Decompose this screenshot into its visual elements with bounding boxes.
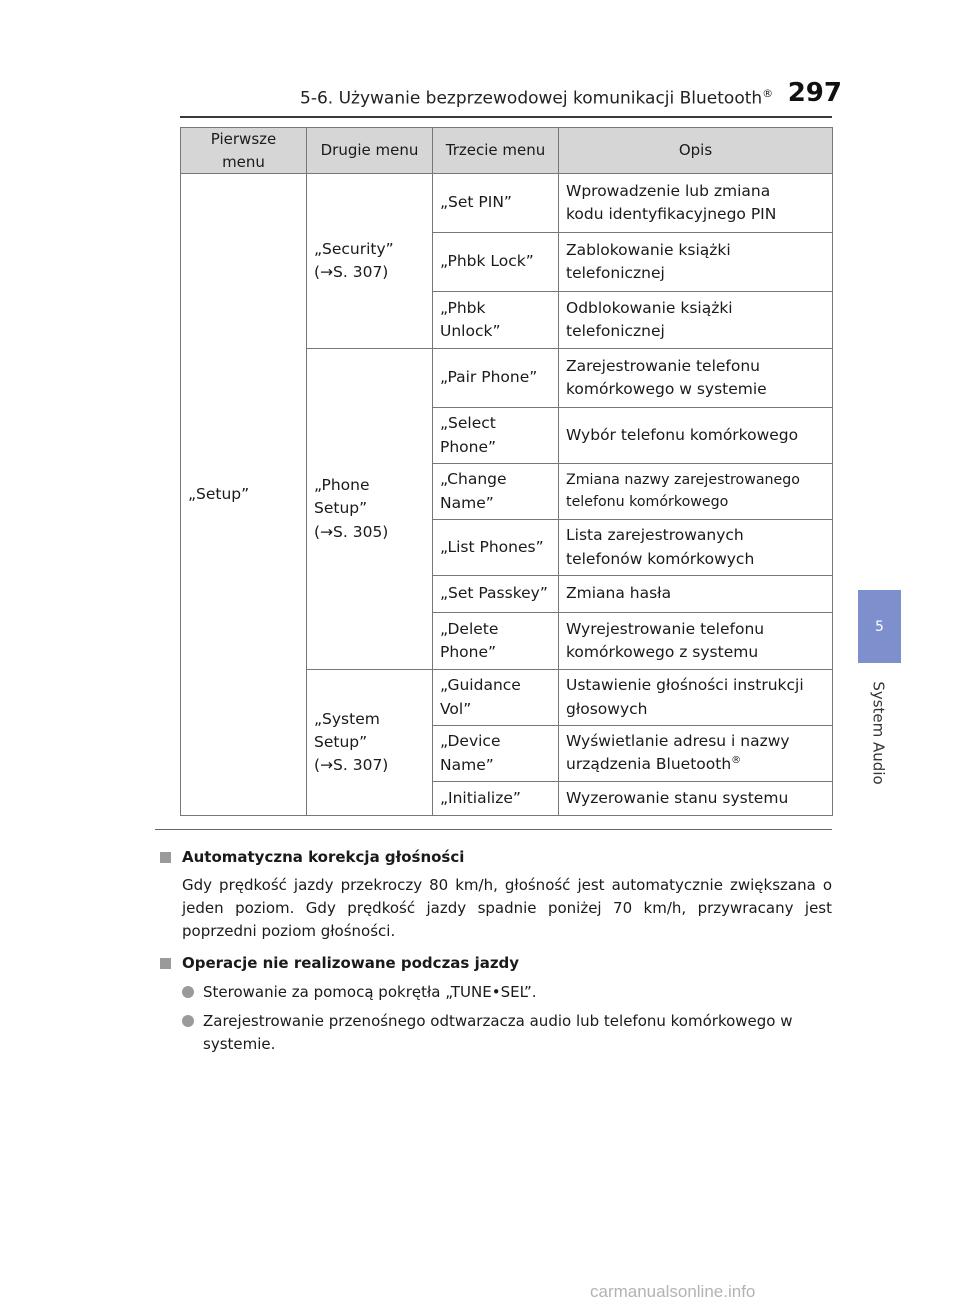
- section-divider: [155, 829, 832, 830]
- cell-line: „Device: [440, 732, 501, 751]
- third-menu-cell: [433, 233, 559, 292]
- section-title: [300, 87, 774, 109]
- third-menu-cell: [433, 782, 559, 816]
- cell-line: urządzenia Bluetooth: [566, 755, 732, 774]
- table-header-row: [181, 128, 833, 174]
- list-item-text: Zarejestrowanie przenośnego odtwarzacza audio lub telefonu komórkowego w systemie.: [203, 1012, 793, 1053]
- cell-line: telefonicznej: [566, 264, 665, 282]
- third-menu-cell: [433, 613, 559, 670]
- notes-section: [160, 846, 832, 1056]
- description-cell: [559, 349, 833, 408]
- cell-line: „Guidance: [440, 676, 521, 695]
- description-cell: [559, 726, 833, 782]
- cell-line: Wybór telefonu komórkowego: [566, 425, 799, 444]
- second-menu-cell: [307, 349, 433, 670]
- col-header-third-menu: Trzecie menu: [433, 128, 559, 174]
- cell-line: telefonu komórkowego: [566, 493, 729, 510]
- cell-line: Wprowadzenie lub zmiana: [566, 181, 771, 200]
- col-header-second-menu: Drugie menu: [307, 128, 433, 174]
- third-menu-cell: [433, 408, 559, 464]
- cell-line: (→S. 307): [314, 263, 389, 281]
- header-rule: [180, 116, 832, 118]
- cell-line: telefonicznej: [566, 322, 665, 340]
- description-cell: [559, 408, 833, 464]
- note-heading: [160, 846, 832, 869]
- cell-line: Name”: [440, 493, 494, 512]
- round-bullet-icon: [182, 986, 194, 998]
- cell-line: „Set Passkey”: [440, 584, 548, 603]
- cell-line: komórkowego w systemie: [566, 380, 767, 398]
- cell-line: Odblokowanie książki: [566, 298, 733, 317]
- second-menu-cell: [307, 670, 433, 816]
- cell-line: Wyrejestrowanie telefonu: [566, 619, 765, 638]
- list-item-text: Sterowanie za pomocą pokrętła „TUNE•SEL”.: [203, 983, 537, 1001]
- square-bullet-icon: [160, 852, 171, 863]
- chapter-tab: 5: [858, 590, 901, 663]
- cell-line: Setup”: [314, 732, 368, 751]
- description-cell: [559, 613, 833, 670]
- cell-line: „Delete: [440, 619, 499, 638]
- menu-table-body: [181, 174, 833, 816]
- cell-line: Zarejestrowanie telefonu: [566, 356, 761, 375]
- cell-line: komórkowego z systemu: [566, 643, 759, 661]
- third-menu-cell: [433, 576, 559, 613]
- cell-line: Zablokowanie książki: [566, 240, 731, 259]
- list-item: [182, 981, 832, 1004]
- second-menu-cell: [307, 174, 433, 349]
- note-paragraph: Gdy prędkość jazdy przekroczy 80 km/h, głośność jest automatycznie zwiększana o jeden poziom. Gdy prędkość jazdy spadnie poniżej 70 km/h, przywracany jest poprzedni poziom głośności.: [182, 876, 832, 940]
- square-bullet-icon: [160, 958, 171, 969]
- description-cell: [559, 233, 833, 292]
- round-bullet-icon: [182, 1015, 194, 1027]
- cell-line: (→S. 305): [314, 522, 389, 541]
- chapter-label: [868, 678, 890, 788]
- note-heading-text: Operacje nie realizowane podczas jazdy: [182, 954, 520, 972]
- description-cell: [559, 292, 833, 349]
- cell-line: Phone”: [440, 437, 497, 456]
- cell-line: głosowych: [566, 699, 648, 718]
- third-menu-cell: [433, 670, 559, 726]
- cell-line: Wyzerowanie stanu systemu: [566, 788, 789, 807]
- cell-line: „Phbk: [440, 298, 486, 317]
- cell-line: „List Phones”: [440, 537, 544, 556]
- cell-line: Ustawienie głośności instrukcji: [566, 676, 804, 695]
- cell-line: „Pair Phone”: [440, 368, 538, 387]
- col-header-first-menu: Pierwsze menu: [181, 128, 307, 174]
- cell-line: „Initialize”: [440, 788, 521, 807]
- registered-mark: ®: [731, 755, 742, 767]
- description-cell: [559, 576, 833, 613]
- cell-line: „Change: [440, 470, 507, 489]
- third-menu-cell: [433, 726, 559, 782]
- third-menu-cell: [433, 464, 559, 520]
- cell-line: Unlock”: [440, 322, 501, 340]
- description-cell: [559, 520, 833, 576]
- col-header-description: Opis: [559, 128, 833, 174]
- cell-line: „Set PIN”: [440, 193, 512, 212]
- third-menu-cell: [433, 174, 559, 233]
- cell-line: „System: [314, 709, 380, 728]
- cell-line: telefonów komórkowych: [566, 549, 755, 568]
- description-cell: [559, 174, 833, 233]
- cell-line: „Phbk Lock”: [440, 252, 534, 271]
- section-title-text: 5-6. Używanie bezprzewodowej komunikacji Bluetooth: [300, 88, 763, 109]
- cell-line: Name”: [440, 755, 494, 774]
- description-cell: [559, 670, 833, 726]
- cell-line: Phone”: [440, 643, 497, 661]
- cell-line: „Select: [440, 414, 496, 433]
- first-menu-cell: „Setup”: [181, 174, 307, 816]
- description-cell: [559, 464, 833, 520]
- list-item: [182, 1010, 832, 1056]
- cell-line: Wyświetlanie adresu i nazwy: [566, 732, 790, 751]
- table-row: [181, 174, 833, 233]
- cell-line: Zmiana nazwy zarejestrowanego: [566, 472, 800, 489]
- third-menu-cell: [433, 292, 559, 349]
- cell-line: „Security”: [314, 239, 394, 258]
- cell-line: Setup”: [314, 499, 368, 518]
- cell-line: Vol”: [440, 699, 472, 718]
- registered-mark: ®: [762, 87, 774, 100]
- note-heading: [160, 952, 832, 975]
- third-menu-cell: [433, 349, 559, 408]
- cell-line: (→S. 307): [314, 756, 389, 775]
- cell-line: Zmiana hasła: [566, 584, 672, 603]
- third-menu-cell: [433, 520, 559, 576]
- description-cell: [559, 782, 833, 816]
- cell-line: Lista zarejestrowanych: [566, 526, 744, 545]
- cell-line: „Phone: [314, 476, 370, 495]
- page-number: 297: [787, 78, 842, 108]
- menu-table: [180, 127, 833, 816]
- note-heading-text: Automatyczna korekcja głośności: [182, 848, 465, 866]
- watermark: carmanualsonline.info: [590, 1282, 756, 1301]
- cell-line: kodu identyfikacyjnego PIN: [566, 205, 777, 223]
- chapter-label-text: System Audio: [870, 681, 888, 785]
